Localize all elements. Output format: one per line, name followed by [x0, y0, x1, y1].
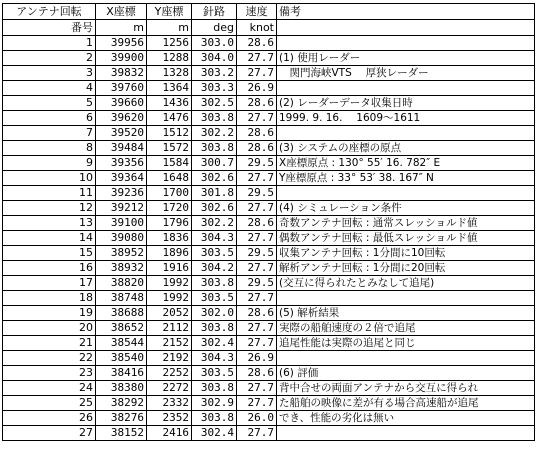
header-speed-unit: knot [237, 20, 277, 36]
x-coordinate-cell: 38292 [96, 396, 147, 411]
y-coordinate-cell: 1436 [147, 96, 192, 111]
note-cell: 偶数アンテナ回転 : 最低スレッショルド値 [277, 231, 535, 246]
note-cell: 収集アンテナ回転 : 1分間に10回転 [277, 246, 535, 261]
table-row [3, 141, 535, 156]
course-cell: 303.8 [192, 321, 237, 336]
y-coordinate-cell: 1992 [147, 291, 192, 306]
y-coordinate-cell: 2332 [147, 396, 192, 411]
row-number: 20 [3, 321, 96, 336]
x-coordinate-cell: 39620 [96, 111, 147, 126]
note-cell: 関門海峡VTS 厚狭レーダー [277, 66, 535, 81]
note-cell: 1999. 9. 16. 1609～1611 [277, 111, 535, 126]
table-row [3, 381, 535, 396]
course-cell: 302.4 [192, 426, 237, 441]
note-cell: (2) レーダーデータ収集日時 [277, 96, 535, 111]
x-coordinate-cell: 38932 [96, 261, 147, 276]
speed-cell: 27.7 [237, 291, 277, 306]
x-coordinate-cell: 39364 [96, 171, 147, 186]
speed-cell: 28.6 [237, 366, 277, 381]
note-cell [277, 186, 535, 201]
speed-cell: 28.6 [237, 216, 277, 231]
row-number: 16 [3, 261, 96, 276]
y-coordinate-cell: 2192 [147, 351, 192, 366]
table-row [3, 306, 535, 321]
note-cell: 背中合せの両面アンテナから交互に得られ [277, 381, 535, 396]
y-coordinate-cell: 1364 [147, 81, 192, 96]
x-coordinate-cell: 39236 [96, 186, 147, 201]
table-row [3, 51, 535, 66]
x-coordinate-cell: 39900 [96, 51, 147, 66]
speed-cell: 28.6 [237, 96, 277, 111]
course-cell: 304.3 [192, 351, 237, 366]
header-x-coordinate: X座標 [96, 4, 147, 20]
note-cell: (6) 評価 [277, 366, 535, 381]
note-cell: 解析アンテナ回転 : 1分間に20回転 [277, 261, 535, 276]
x-coordinate-cell: 39080 [96, 231, 147, 246]
course-cell: 304.0 [192, 51, 237, 66]
course-cell: 304.3 [192, 231, 237, 246]
row-number: 3 [3, 66, 96, 81]
header-course-unit: deg [192, 20, 237, 36]
table-row [3, 201, 535, 216]
course-cell: 303.3 [192, 81, 237, 96]
table-row [3, 96, 535, 111]
y-coordinate-cell: 1584 [147, 156, 192, 171]
table-row [3, 246, 535, 261]
course-cell: 303.8 [192, 141, 237, 156]
course-cell: 301.8 [192, 186, 237, 201]
x-coordinate-cell: 38748 [96, 291, 147, 306]
x-coordinate-cell: 39832 [96, 66, 147, 81]
table-header [3, 4, 535, 36]
course-cell: 303.5 [192, 366, 237, 381]
speed-cell: 27.7 [237, 111, 277, 126]
table-row [3, 411, 535, 426]
course-cell: 302.4 [192, 336, 237, 351]
row-number: 2 [3, 51, 96, 66]
y-coordinate-cell: 1796 [147, 216, 192, 231]
x-coordinate-cell: 38276 [96, 411, 147, 426]
row-number: 14 [3, 231, 96, 246]
note-cell [277, 126, 535, 141]
table-row [3, 156, 535, 171]
row-number: 13 [3, 216, 96, 231]
y-coordinate-cell: 2272 [147, 381, 192, 396]
y-coordinate-cell: 1836 [147, 231, 192, 246]
speed-cell: 27.7 [237, 381, 277, 396]
y-coordinate-cell: 2252 [147, 366, 192, 381]
header-x-unit: m [96, 20, 147, 36]
speed-cell: 29.5 [237, 246, 277, 261]
table-body [3, 36, 535, 441]
y-coordinate-cell: 1512 [147, 126, 192, 141]
y-coordinate-cell: 1720 [147, 201, 192, 216]
note-cell: (3) システムの座標の原点 [277, 141, 535, 156]
x-coordinate-cell: 38416 [96, 366, 147, 381]
row-number: 26 [3, 411, 96, 426]
table-row [3, 81, 535, 96]
speed-cell: 27.7 [237, 201, 277, 216]
course-cell: 304.2 [192, 261, 237, 276]
table-row [3, 126, 535, 141]
y-coordinate-cell: 2416 [147, 426, 192, 441]
speed-cell: 28.6 [237, 36, 277, 51]
y-coordinate-cell: 1256 [147, 36, 192, 51]
speed-cell: 27.7 [237, 51, 277, 66]
note-cell: (4) シミュレーション条件 [277, 201, 535, 216]
x-coordinate-cell: 38820 [96, 276, 147, 291]
header-antenna-rotation: アンテナ回転 [3, 4, 96, 20]
row-number: 5 [3, 96, 96, 111]
speed-cell: 27.7 [237, 336, 277, 351]
table-row [3, 396, 535, 411]
course-cell: 303.8 [192, 381, 237, 396]
x-coordinate-cell: 38544 [96, 336, 147, 351]
row-number: 12 [3, 201, 96, 216]
row-number: 6 [3, 111, 96, 126]
data-table [2, 3, 535, 441]
row-number: 8 [3, 141, 96, 156]
note-cell [277, 81, 535, 96]
speed-cell: 28.6 [237, 141, 277, 156]
row-number: 10 [3, 171, 96, 186]
course-cell: 303.5 [192, 291, 237, 306]
y-coordinate-cell: 2352 [147, 411, 192, 426]
y-coordinate-cell: 2052 [147, 306, 192, 321]
header-course: 針路 [192, 4, 237, 20]
x-coordinate-cell: 38540 [96, 351, 147, 366]
table-row [3, 36, 535, 51]
x-coordinate-cell: 39956 [96, 36, 147, 51]
table-row [3, 231, 535, 246]
table-row [3, 366, 535, 381]
y-coordinate-cell: 1288 [147, 51, 192, 66]
table-row [3, 426, 535, 441]
header-row-bottom [3, 20, 535, 36]
header-notes-blank [277, 20, 535, 36]
header-y-coordinate: Y座標 [147, 4, 192, 20]
y-coordinate-cell: 1992 [147, 276, 192, 291]
x-coordinate-cell: 38152 [96, 426, 147, 441]
table-row [3, 321, 535, 336]
x-coordinate-cell: 39484 [96, 141, 147, 156]
speed-cell: 29.5 [237, 186, 277, 201]
note-cell [277, 351, 535, 366]
y-coordinate-cell: 1700 [147, 186, 192, 201]
table-row [3, 66, 535, 81]
speed-cell: 28.6 [237, 306, 277, 321]
note-cell: 実際の船舶速度の２倍で追尾 [277, 321, 535, 336]
course-cell: 303.2 [192, 66, 237, 81]
row-number: 7 [3, 126, 96, 141]
y-coordinate-cell: 2112 [147, 321, 192, 336]
row-number: 11 [3, 186, 96, 201]
x-coordinate-cell: 38952 [96, 246, 147, 261]
note-cell: Y座標原点 : 33° 53′ 38. 167″ N [277, 171, 535, 186]
x-coordinate-cell: 39100 [96, 216, 147, 231]
note-cell: (交互に得られたとみなして追尾) [277, 276, 535, 291]
note-cell [277, 426, 535, 441]
row-number: 24 [3, 381, 96, 396]
table-row [3, 276, 535, 291]
note-cell: た船舶の映像に差が有る場合高速船が追尾 [277, 396, 535, 411]
row-number: 15 [3, 246, 96, 261]
y-coordinate-cell: 1476 [147, 111, 192, 126]
course-cell: 300.7 [192, 156, 237, 171]
header-row-top [3, 4, 535, 20]
row-number: 23 [3, 366, 96, 381]
note-cell: (5) 解析結果 [277, 306, 535, 321]
y-coordinate-cell: 1648 [147, 171, 192, 186]
speed-cell: 26.9 [237, 81, 277, 96]
row-number: 25 [3, 396, 96, 411]
x-coordinate-cell: 39660 [96, 96, 147, 111]
header-number: 番号 [3, 20, 96, 36]
table-row [3, 171, 535, 186]
row-number: 9 [3, 156, 96, 171]
note-cell: (1) 使用レーダー [277, 51, 535, 66]
course-cell: 303.8 [192, 411, 237, 426]
table-row [3, 261, 535, 276]
note-cell [277, 291, 535, 306]
y-coordinate-cell: 1896 [147, 246, 192, 261]
course-cell: 302.0 [192, 306, 237, 321]
header-y-unit: m [147, 20, 192, 36]
speed-cell: 29.5 [237, 156, 277, 171]
course-cell: 302.6 [192, 201, 237, 216]
y-coordinate-cell: 1328 [147, 66, 192, 81]
note-cell: でき、性能の劣化は無い [277, 411, 535, 426]
speed-cell: 27.7 [237, 426, 277, 441]
header-speed: 速度 [237, 4, 277, 20]
table-row [3, 111, 535, 126]
course-cell: 302.5 [192, 96, 237, 111]
course-cell: 302.2 [192, 216, 237, 231]
header-notes: 備考 [277, 4, 535, 20]
row-number: 21 [3, 336, 96, 351]
note-cell: 追尾性能は実際の追尾と同じ [277, 336, 535, 351]
table-row [3, 336, 535, 351]
course-cell: 303.8 [192, 111, 237, 126]
table-row [3, 351, 535, 366]
table-row [3, 291, 535, 306]
x-coordinate-cell: 38380 [96, 381, 147, 396]
course-cell: 302.9 [192, 396, 237, 411]
speed-cell: 27.7 [237, 321, 277, 336]
x-coordinate-cell: 39212 [96, 201, 147, 216]
speed-cell: 27.7 [237, 231, 277, 246]
y-coordinate-cell: 1572 [147, 141, 192, 156]
speed-cell: 26.9 [237, 351, 277, 366]
note-cell: 奇数アンテナ回転 : 通常スレッショルド値 [277, 216, 535, 231]
speed-cell: 27.7 [237, 396, 277, 411]
speed-cell: 29.5 [237, 276, 277, 291]
note-cell: X座標原点 : 130° 55′ 16. 782″ E [277, 156, 535, 171]
row-number: 17 [3, 276, 96, 291]
x-coordinate-cell: 39520 [96, 126, 147, 141]
row-number: 18 [3, 291, 96, 306]
table-row [3, 186, 535, 201]
row-number: 1 [3, 36, 96, 51]
x-coordinate-cell: 38652 [96, 321, 147, 336]
course-cell: 302.2 [192, 126, 237, 141]
y-coordinate-cell: 1916 [147, 261, 192, 276]
speed-cell: 27.7 [237, 261, 277, 276]
course-cell: 303.8 [192, 276, 237, 291]
x-coordinate-cell: 39356 [96, 156, 147, 171]
y-coordinate-cell: 2152 [147, 336, 192, 351]
note-cell [277, 36, 535, 51]
course-cell: 302.6 [192, 171, 237, 186]
row-number: 4 [3, 81, 96, 96]
speed-cell: 27.7 [237, 171, 277, 186]
speed-cell: 28.6 [237, 126, 277, 141]
row-number: 22 [3, 351, 96, 366]
speed-cell: 26.0 [237, 411, 277, 426]
x-coordinate-cell: 38688 [96, 306, 147, 321]
x-coordinate-cell: 39760 [96, 81, 147, 96]
course-cell: 303.5 [192, 246, 237, 261]
speed-cell: 27.7 [237, 66, 277, 81]
row-number: 27 [3, 426, 96, 441]
row-number: 19 [3, 306, 96, 321]
table-row [3, 216, 535, 231]
course-cell: 303.0 [192, 36, 237, 51]
